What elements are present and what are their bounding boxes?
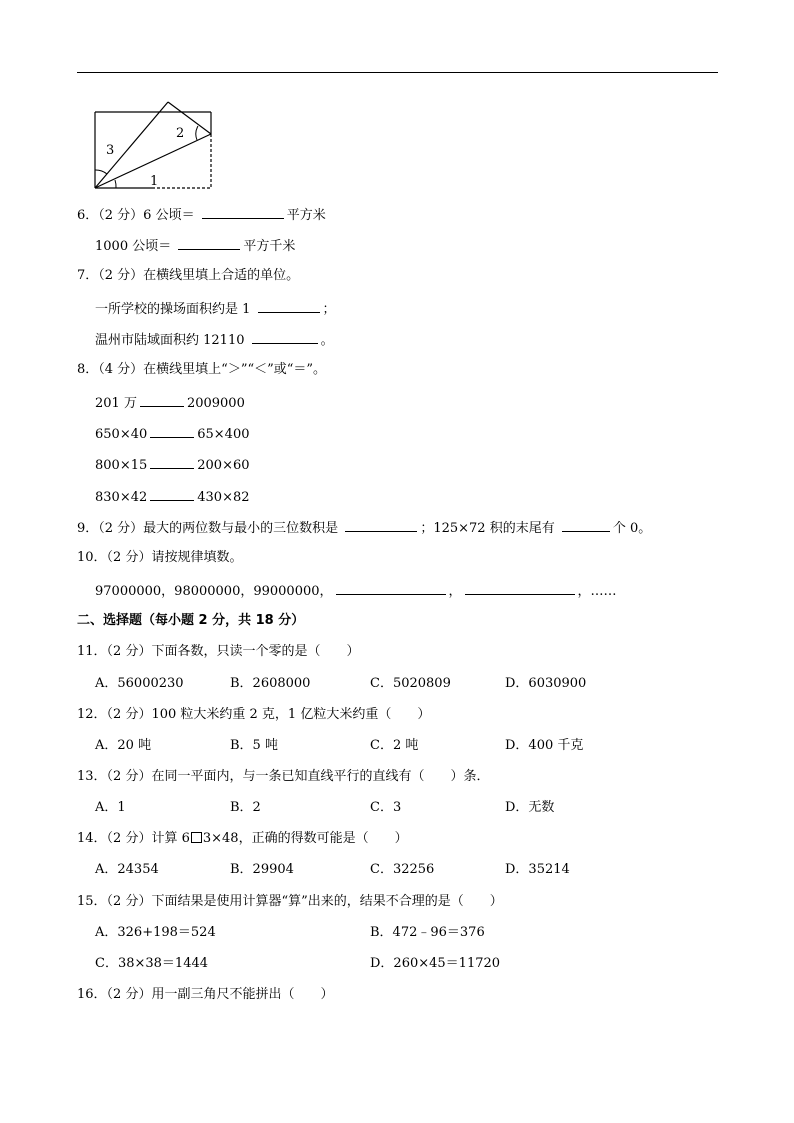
question-7-a [95,300,336,318]
header-rule [77,72,718,73]
q7-a-text: 一所学校的操场面积约是 1 [95,302,251,317]
q7-answer-blank-b[interactable] [252,331,318,344]
q8-row [95,394,245,412]
q9-part-3: 个 0。 [612,521,652,536]
q8-answer-blank[interactable] [150,488,194,501]
q14-option-a[interactable]: A．24354 [95,862,159,877]
q10-answer-blank-1[interactable] [336,582,446,595]
q8-row-right: 65×400 [197,427,250,442]
q8-row-left: 800×15 [95,458,148,473]
q8-answer-blank[interactable] [150,456,194,469]
q8-row-left: 650×40 [95,427,148,442]
angle-label-1: 1 [150,174,159,189]
q8-row-right: 430×82 [197,490,250,505]
q6-unit-2: 平方千米 [243,239,296,254]
q6-line-2: 1000 公顷＝ [95,239,172,254]
q8-row-right: 200×60 [197,458,250,473]
q8-row-right: 2009000 [186,396,245,411]
q14-option-c[interactable]: C．32256 [370,862,435,877]
q8-row [95,456,250,474]
q6-answer-blank-2[interactable] [178,237,240,250]
q13-option-a[interactable]: A．1 [95,800,126,815]
q15-option-c[interactable]: C．38×38＝1444 [95,956,209,971]
q7-a-end: ； [322,302,336,317]
q11-option-c[interactable]: C．5020809 [370,676,451,691]
q15-option-b[interactable]: B．472﹣96＝376 [370,925,485,940]
q6-answer-blank-1[interactable] [202,206,284,219]
question-7: 7．（2 分）在横线里填上合适的单位。 [77,268,300,283]
question-11: 11．（2 分）下面各数，只读一个零的是（ ） [77,644,360,659]
question-12: 12．（2 分）100 粒大米约重 2 克，1 亿粒大米约重（ ） [77,707,431,722]
blank-square-icon [191,832,202,843]
angle-label-3: 3 [106,143,115,158]
q11-option-b[interactable]: B．2608000 [230,676,311,691]
q7-b-end: 。 [320,333,334,348]
q11-option-a[interactable]: A．56000230 [95,676,184,691]
q13-option-c[interactable]: C．3 [370,800,402,815]
q14-option-b[interactable]: B．29904 [230,862,294,877]
question-8: 8．（4 分）在横线里填上“＞”“＜”或“＝”。 [77,362,327,377]
q14-option-d[interactable]: D．35214 [505,862,570,877]
angle-label-2: 2 [176,126,185,141]
question-6-line-2 [95,237,295,255]
q15-option-a[interactable]: A．326+198＝524 [95,925,216,940]
q14-stem-b: 3×48，正确的得数可能是（ ） [202,831,408,846]
q8-answer-blank[interactable] [150,425,194,438]
question-14 [77,831,408,847]
q6-unit-1: 平方米 [286,208,326,223]
q12-option-d[interactable]: D．400 千克 [505,738,584,753]
q8-row-left: 830×42 [95,490,148,505]
q12-option-a[interactable]: A．20 吨 [95,738,152,753]
question-10: 10．（2 分）请按规律填数。 [77,550,243,565]
q9-part-2: ；125×72 积的末尾有 [420,521,555,536]
q13-option-b[interactable]: B．2 [230,800,261,815]
question-9 [77,519,651,537]
q10-tail: ，…… [577,584,617,599]
section-2-title: 二、选择题（每小题 2 分，共 18 分） [77,613,305,628]
folded-rectangle-figure [90,98,220,194]
q11-option-d[interactable]: D．6030900 [505,676,587,691]
q9-answer-blank-2[interactable] [562,519,610,532]
q12-option-c[interactable]: C．2 吨 [370,738,419,753]
question-7-b [95,331,334,349]
q8-row-left: 201 万 [95,396,137,411]
question-10-sequence [95,582,617,600]
q8-row [95,425,250,443]
question-6 [77,206,326,224]
q10-comma: ， [448,584,462,599]
q8-answer-blank[interactable] [140,394,184,407]
q13-option-d[interactable]: D．无数 [505,800,555,815]
q10-sequence: 97000000，98000000，99000000， [95,584,333,599]
q7-b-text: 温州市陆域面积约 12110 [95,333,245,348]
q15-option-d[interactable]: D．260×45＝11720 [370,956,501,971]
question-15: 15．（2 分）下面结果是使用计算器“算”出来的，结果不合理的是（ ） [77,894,503,909]
q9-answer-blank-1[interactable] [345,519,417,532]
q12-option-b[interactable]: B．5 吨 [230,738,278,753]
q14-stem-a: 14．（2 分）计算 6 [77,831,190,846]
q9-part-1: 9．（2 分）最大的两位数与最小的三位数积是 [77,521,339,536]
question-13: 13．（2 分）在同一平面内，与一条已知直线平行的直线有（ ）条． [77,769,490,784]
q8-row [95,488,250,506]
q6-stem: 6．（2 分）6 公顷＝ [77,208,195,223]
q7-answer-blank-a[interactable] [258,300,320,313]
question-16: 16．（2 分）用一副三角尺不能拼出（ ） [77,987,334,1002]
q10-answer-blank-2[interactable] [465,582,575,595]
